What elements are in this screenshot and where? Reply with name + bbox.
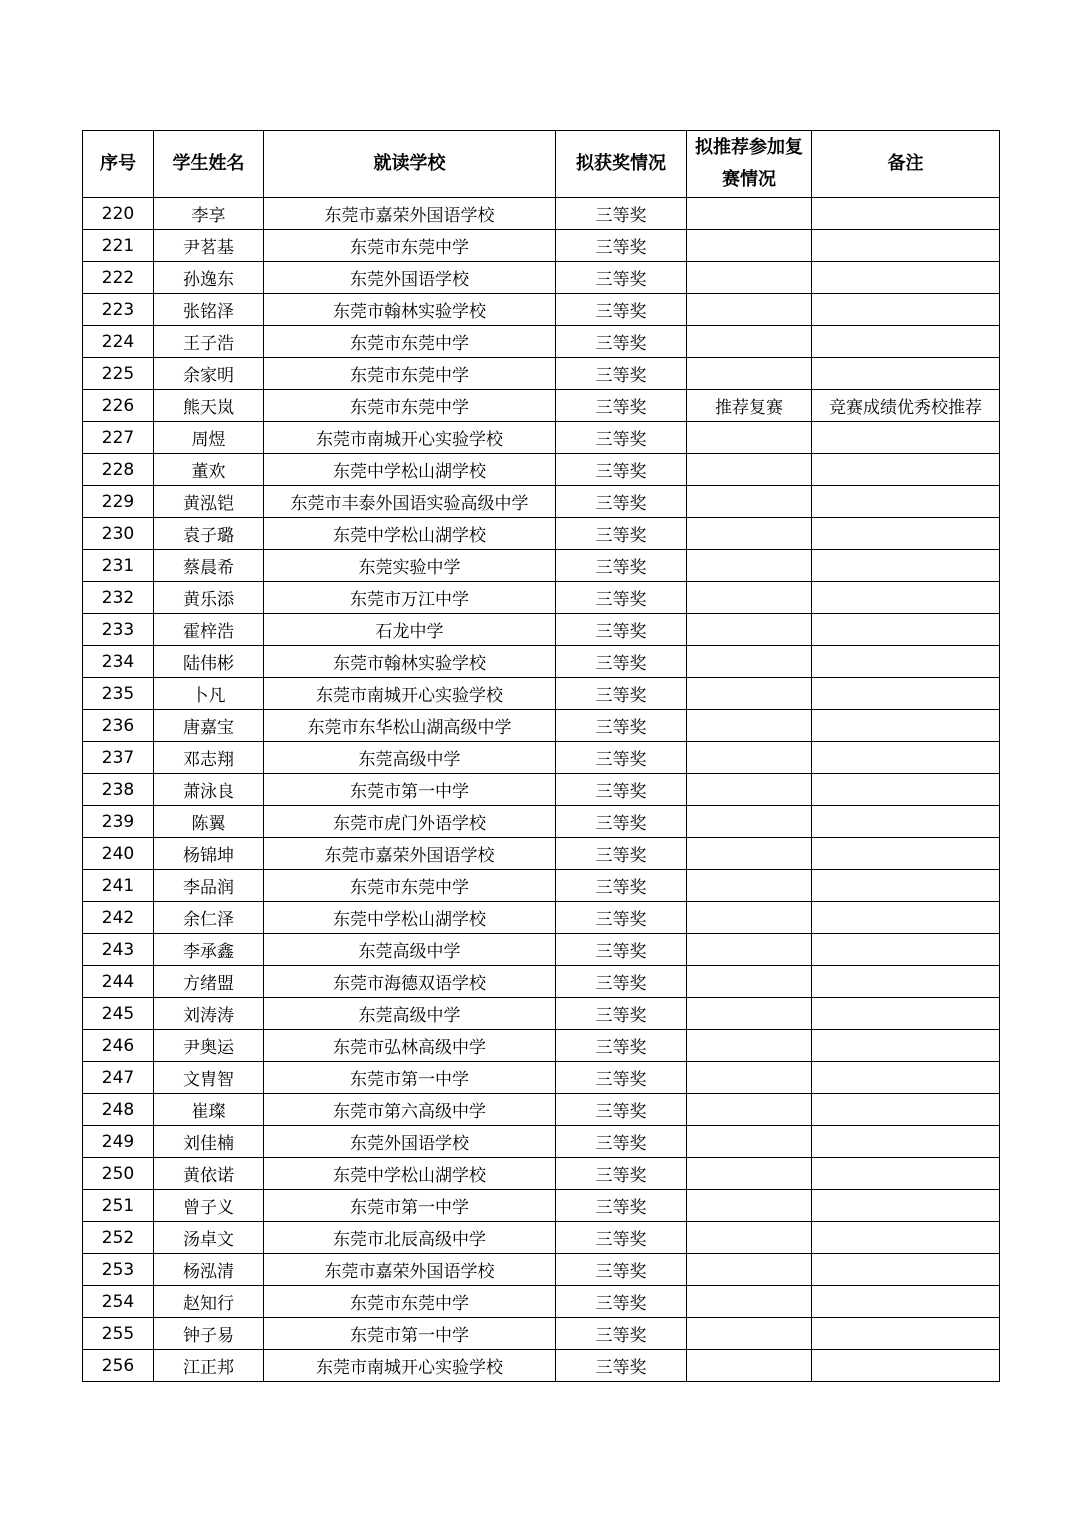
cell-recommend xyxy=(687,550,812,582)
cell-school: 东莞市南城开心实验学校 xyxy=(264,678,556,710)
awards-table xyxy=(82,130,1000,1382)
cell-index: 254 xyxy=(83,1286,154,1318)
cell-recommend xyxy=(687,1030,812,1062)
cell-remark xyxy=(812,550,1000,582)
cell-recommend xyxy=(687,934,812,966)
table-row xyxy=(83,614,1000,646)
cell-name: 杨锦坤 xyxy=(154,838,264,870)
table-row xyxy=(83,710,1000,742)
cell-name: 萧泳良 xyxy=(154,774,264,806)
cell-remark xyxy=(812,326,1000,358)
cell-recommend xyxy=(687,742,812,774)
cell-index: 250 xyxy=(83,1158,154,1190)
cell-index: 243 xyxy=(83,934,154,966)
table-row xyxy=(83,1286,1000,1318)
cell-award: 三等奖 xyxy=(556,1030,687,1062)
table-row xyxy=(83,550,1000,582)
cell-school: 东莞市东莞中学 xyxy=(264,358,556,390)
cell-school: 东莞高级中学 xyxy=(264,998,556,1030)
cell-index: 226 xyxy=(83,390,154,422)
cell-name: 杨泓清 xyxy=(154,1254,264,1286)
cell-school: 东莞高级中学 xyxy=(264,934,556,966)
cell-recommend xyxy=(687,966,812,998)
table-body xyxy=(83,198,1000,1382)
cell-recommend xyxy=(687,518,812,550)
cell-award: 三等奖 xyxy=(556,1254,687,1286)
cell-award: 三等奖 xyxy=(556,454,687,486)
cell-remark: 竞赛成绩优秀校推荐 xyxy=(812,390,1000,422)
cell-name: 董欢 xyxy=(154,454,264,486)
cell-award: 三等奖 xyxy=(556,582,687,614)
table-row xyxy=(83,1094,1000,1126)
cell-index: 231 xyxy=(83,550,154,582)
cell-name: 黄泓铠 xyxy=(154,486,264,518)
cell-index: 238 xyxy=(83,774,154,806)
cell-recommend xyxy=(687,1222,812,1254)
cell-award: 三等奖 xyxy=(556,1286,687,1318)
cell-remark xyxy=(812,518,1000,550)
table-row xyxy=(83,422,1000,454)
cell-remark xyxy=(812,294,1000,326)
cell-school: 东莞市嘉荣外国语学校 xyxy=(264,1254,556,1286)
table-row xyxy=(83,518,1000,550)
header-index: 序号 xyxy=(83,131,154,198)
cell-school: 东莞市嘉荣外国语学校 xyxy=(264,198,556,230)
cell-award: 三等奖 xyxy=(556,230,687,262)
header-row xyxy=(83,131,1000,198)
cell-remark xyxy=(812,1094,1000,1126)
cell-award: 三等奖 xyxy=(556,422,687,454)
cell-name: 袁子璐 xyxy=(154,518,264,550)
cell-name: 陆伟彬 xyxy=(154,646,264,678)
header-award: 拟获奖情况 xyxy=(556,131,687,198)
cell-school: 东莞高级中学 xyxy=(264,742,556,774)
cell-name: 王子浩 xyxy=(154,326,264,358)
cell-name: 周煜 xyxy=(154,422,264,454)
table-header xyxy=(83,131,1000,198)
table-row xyxy=(83,1350,1000,1382)
table-row xyxy=(83,1190,1000,1222)
cell-remark xyxy=(812,454,1000,486)
cell-school: 东莞市第一中学 xyxy=(264,774,556,806)
table-row xyxy=(83,582,1000,614)
table-row xyxy=(83,454,1000,486)
cell-name: 邓志翔 xyxy=(154,742,264,774)
cell-award: 三等奖 xyxy=(556,1190,687,1222)
cell-school: 东莞实验中学 xyxy=(264,550,556,582)
cell-remark xyxy=(812,1254,1000,1286)
cell-recommend xyxy=(687,326,812,358)
cell-recommend xyxy=(687,1254,812,1286)
cell-remark xyxy=(812,1062,1000,1094)
cell-remark xyxy=(812,422,1000,454)
cell-remark xyxy=(812,1030,1000,1062)
table-row xyxy=(83,806,1000,838)
cell-award: 三等奖 xyxy=(556,966,687,998)
cell-remark xyxy=(812,742,1000,774)
cell-index: 234 xyxy=(83,646,154,678)
table-row xyxy=(83,230,1000,262)
cell-recommend xyxy=(687,1286,812,1318)
cell-name: 尹奥运 xyxy=(154,1030,264,1062)
cell-remark xyxy=(812,966,1000,998)
cell-name: 赵知行 xyxy=(154,1286,264,1318)
cell-name: 余仁泽 xyxy=(154,902,264,934)
table-row xyxy=(83,1222,1000,1254)
cell-name: 张铭泽 xyxy=(154,294,264,326)
header-recommend: 拟推荐参加复赛情况 xyxy=(687,131,812,198)
cell-index: 229 xyxy=(83,486,154,518)
table-row xyxy=(83,838,1000,870)
table-row xyxy=(83,390,1000,422)
cell-award: 三等奖 xyxy=(556,262,687,294)
table-row xyxy=(83,198,1000,230)
cell-award: 三等奖 xyxy=(556,838,687,870)
cell-award: 三等奖 xyxy=(556,550,687,582)
cell-award: 三等奖 xyxy=(556,390,687,422)
cell-recommend xyxy=(687,838,812,870)
table-row xyxy=(83,774,1000,806)
cell-recommend xyxy=(687,806,812,838)
cell-recommend xyxy=(687,678,812,710)
cell-name: 李承鑫 xyxy=(154,934,264,966)
cell-remark xyxy=(812,806,1000,838)
header-school: 就读学校 xyxy=(264,131,556,198)
cell-name: 汤卓文 xyxy=(154,1222,264,1254)
cell-school: 东莞市弘林高级中学 xyxy=(264,1030,556,1062)
cell-remark xyxy=(812,1286,1000,1318)
cell-award: 三等奖 xyxy=(556,1318,687,1350)
cell-remark xyxy=(812,870,1000,902)
cell-index: 255 xyxy=(83,1318,154,1350)
header-name: 学生姓名 xyxy=(154,131,264,198)
cell-name: 尹茗基 xyxy=(154,230,264,262)
cell-award: 三等奖 xyxy=(556,934,687,966)
cell-remark xyxy=(812,1158,1000,1190)
cell-name: 陈翼 xyxy=(154,806,264,838)
cell-name: 曾子义 xyxy=(154,1190,264,1222)
cell-award: 三等奖 xyxy=(556,998,687,1030)
cell-award: 三等奖 xyxy=(556,1094,687,1126)
cell-school: 东莞市南城开心实验学校 xyxy=(264,422,556,454)
cell-index: 227 xyxy=(83,422,154,454)
cell-index: 232 xyxy=(83,582,154,614)
cell-index: 221 xyxy=(83,230,154,262)
cell-school: 东莞市东莞中学 xyxy=(264,1286,556,1318)
cell-award: 三等奖 xyxy=(556,358,687,390)
cell-remark xyxy=(812,486,1000,518)
cell-award: 三等奖 xyxy=(556,1158,687,1190)
cell-award: 三等奖 xyxy=(556,902,687,934)
cell-index: 256 xyxy=(83,1350,154,1382)
cell-remark xyxy=(812,262,1000,294)
cell-award: 三等奖 xyxy=(556,678,687,710)
cell-remark xyxy=(812,998,1000,1030)
cell-school: 东莞市虎门外语学校 xyxy=(264,806,556,838)
cell-recommend xyxy=(687,582,812,614)
cell-recommend xyxy=(687,358,812,390)
cell-school: 东莞市东莞中学 xyxy=(264,326,556,358)
cell-index: 253 xyxy=(83,1254,154,1286)
cell-recommend: 推荐复赛 xyxy=(687,390,812,422)
cell-recommend xyxy=(687,870,812,902)
cell-recommend xyxy=(687,710,812,742)
cell-index: 251 xyxy=(83,1190,154,1222)
cell-name: 方绪盟 xyxy=(154,966,264,998)
cell-school: 东莞市翰林实验学校 xyxy=(264,646,556,678)
cell-index: 223 xyxy=(83,294,154,326)
cell-school: 东莞外国语学校 xyxy=(264,262,556,294)
cell-award: 三等奖 xyxy=(556,294,687,326)
cell-award: 三等奖 xyxy=(556,198,687,230)
table-row xyxy=(83,934,1000,966)
table-row xyxy=(83,326,1000,358)
cell-name: 江正邦 xyxy=(154,1350,264,1382)
cell-remark xyxy=(812,1350,1000,1382)
cell-remark xyxy=(812,838,1000,870)
cell-recommend xyxy=(687,646,812,678)
cell-index: 228 xyxy=(83,454,154,486)
cell-index: 247 xyxy=(83,1062,154,1094)
cell-remark xyxy=(812,358,1000,390)
cell-school: 东莞市北辰高级中学 xyxy=(264,1222,556,1254)
table-row xyxy=(83,1158,1000,1190)
cell-school: 东莞中学松山湖学校 xyxy=(264,902,556,934)
cell-recommend xyxy=(687,902,812,934)
table-row xyxy=(83,742,1000,774)
cell-remark xyxy=(812,1222,1000,1254)
cell-name: 刘佳楠 xyxy=(154,1126,264,1158)
cell-index: 237 xyxy=(83,742,154,774)
cell-name: 文胄智 xyxy=(154,1062,264,1094)
cell-recommend xyxy=(687,486,812,518)
cell-index: 246 xyxy=(83,1030,154,1062)
cell-award: 三等奖 xyxy=(556,710,687,742)
table-row xyxy=(83,678,1000,710)
cell-school: 东莞市第六高级中学 xyxy=(264,1094,556,1126)
cell-index: 248 xyxy=(83,1094,154,1126)
cell-recommend xyxy=(687,1158,812,1190)
cell-school: 东莞市南城开心实验学校 xyxy=(264,1350,556,1382)
cell-school: 东莞市第一中学 xyxy=(264,1318,556,1350)
cell-school: 东莞外国语学校 xyxy=(264,1126,556,1158)
cell-award: 三等奖 xyxy=(556,1126,687,1158)
cell-remark xyxy=(812,582,1000,614)
cell-school: 东莞中学松山湖学校 xyxy=(264,454,556,486)
cell-school: 东莞中学松山湖学校 xyxy=(264,518,556,550)
cell-school: 东莞市丰泰外国语实验高级中学 xyxy=(264,486,556,518)
cell-remark xyxy=(812,1190,1000,1222)
cell-name: 余家明 xyxy=(154,358,264,390)
cell-school: 东莞市嘉荣外国语学校 xyxy=(264,838,556,870)
cell-award: 三等奖 xyxy=(556,614,687,646)
cell-name: 黄依诺 xyxy=(154,1158,264,1190)
table-row xyxy=(83,1254,1000,1286)
cell-recommend xyxy=(687,198,812,230)
cell-school: 东莞市万江中学 xyxy=(264,582,556,614)
cell-index: 222 xyxy=(83,262,154,294)
header-remark: 备注 xyxy=(812,131,1000,198)
cell-name: 刘涛涛 xyxy=(154,998,264,1030)
cell-name: 李品润 xyxy=(154,870,264,902)
cell-recommend xyxy=(687,614,812,646)
cell-recommend xyxy=(687,294,812,326)
cell-remark xyxy=(812,774,1000,806)
cell-school: 东莞市第一中学 xyxy=(264,1062,556,1094)
cell-school: 东莞市东莞中学 xyxy=(264,870,556,902)
cell-recommend xyxy=(687,1190,812,1222)
cell-remark xyxy=(812,678,1000,710)
cell-remark xyxy=(812,934,1000,966)
cell-remark xyxy=(812,230,1000,262)
cell-remark xyxy=(812,646,1000,678)
table-row xyxy=(83,1030,1000,1062)
cell-school: 东莞市翰林实验学校 xyxy=(264,294,556,326)
cell-award: 三等奖 xyxy=(556,326,687,358)
cell-recommend xyxy=(687,230,812,262)
cell-recommend xyxy=(687,774,812,806)
cell-index: 220 xyxy=(83,198,154,230)
cell-award: 三等奖 xyxy=(556,1062,687,1094)
cell-index: 225 xyxy=(83,358,154,390)
cell-award: 三等奖 xyxy=(556,1222,687,1254)
cell-index: 240 xyxy=(83,838,154,870)
cell-remark xyxy=(812,198,1000,230)
cell-index: 245 xyxy=(83,998,154,1030)
cell-award: 三等奖 xyxy=(556,1350,687,1382)
cell-award: 三等奖 xyxy=(556,518,687,550)
table-row xyxy=(83,1126,1000,1158)
cell-name: 孙逸东 xyxy=(154,262,264,294)
cell-remark xyxy=(812,1126,1000,1158)
cell-index: 236 xyxy=(83,710,154,742)
cell-name: 黄乐添 xyxy=(154,582,264,614)
cell-recommend xyxy=(687,1350,812,1382)
cell-award: 三等奖 xyxy=(556,806,687,838)
cell-school: 东莞市东华松山湖高级中学 xyxy=(264,710,556,742)
cell-remark xyxy=(812,710,1000,742)
cell-award: 三等奖 xyxy=(556,774,687,806)
cell-name: 熊天岚 xyxy=(154,390,264,422)
cell-award: 三等奖 xyxy=(556,486,687,518)
cell-recommend xyxy=(687,1094,812,1126)
table-row xyxy=(83,902,1000,934)
cell-school: 东莞市海德双语学校 xyxy=(264,966,556,998)
cell-recommend xyxy=(687,262,812,294)
cell-index: 242 xyxy=(83,902,154,934)
table-row xyxy=(83,358,1000,390)
cell-school: 东莞中学松山湖学校 xyxy=(264,1158,556,1190)
cell-school: 东莞市东莞中学 xyxy=(264,390,556,422)
cell-name: 蔡晨希 xyxy=(154,550,264,582)
table-row xyxy=(83,294,1000,326)
cell-index: 241 xyxy=(83,870,154,902)
cell-index: 235 xyxy=(83,678,154,710)
cell-remark xyxy=(812,614,1000,646)
cell-index: 230 xyxy=(83,518,154,550)
table-row xyxy=(83,998,1000,1030)
cell-index: 244 xyxy=(83,966,154,998)
cell-remark xyxy=(812,1318,1000,1350)
cell-recommend xyxy=(687,1126,812,1158)
cell-name: 崔璨 xyxy=(154,1094,264,1126)
table-row xyxy=(83,646,1000,678)
cell-award: 三等奖 xyxy=(556,870,687,902)
cell-name: 卜凡 xyxy=(154,678,264,710)
cell-school: 石龙中学 xyxy=(264,614,556,646)
cell-index: 224 xyxy=(83,326,154,358)
cell-index: 249 xyxy=(83,1126,154,1158)
cell-name: 唐嘉宝 xyxy=(154,710,264,742)
cell-index: 233 xyxy=(83,614,154,646)
table-row xyxy=(83,870,1000,902)
table-row xyxy=(83,1062,1000,1094)
table-row xyxy=(83,966,1000,998)
cell-name: 李享 xyxy=(154,198,264,230)
cell-recommend xyxy=(687,1062,812,1094)
table-row xyxy=(83,1318,1000,1350)
cell-school: 东莞市东莞中学 xyxy=(264,230,556,262)
table-row xyxy=(83,262,1000,294)
cell-name: 钟子易 xyxy=(154,1318,264,1350)
cell-recommend xyxy=(687,422,812,454)
cell-index: 239 xyxy=(83,806,154,838)
table-row xyxy=(83,486,1000,518)
cell-remark xyxy=(812,902,1000,934)
cell-award: 三等奖 xyxy=(556,646,687,678)
cell-award: 三等奖 xyxy=(556,742,687,774)
cell-recommend xyxy=(687,1318,812,1350)
cell-index: 252 xyxy=(83,1222,154,1254)
cell-school: 东莞市第一中学 xyxy=(264,1190,556,1222)
cell-recommend xyxy=(687,998,812,1030)
cell-recommend xyxy=(687,454,812,486)
cell-name: 霍梓浩 xyxy=(154,614,264,646)
